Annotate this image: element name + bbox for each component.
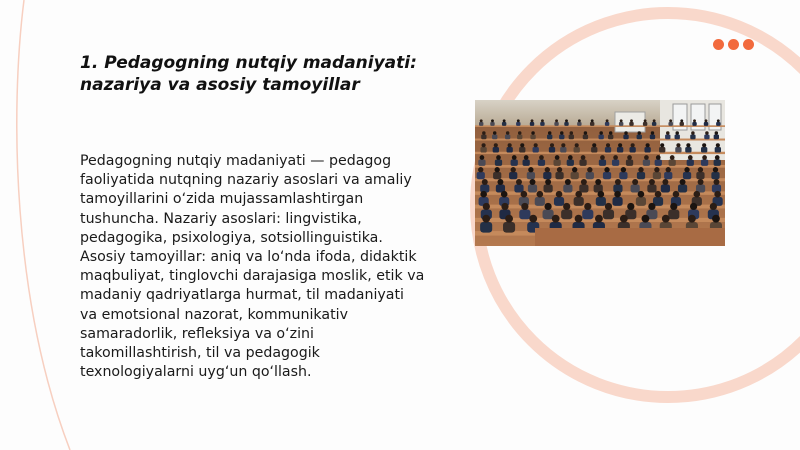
lecture-hall-photo [475, 100, 725, 246]
left-edge-arc [17, 0, 70, 450]
accent-dot [728, 39, 739, 50]
accent-dot [713, 39, 724, 50]
slide-title: 1. Pedagogning nutqiy madaniyati: nazariya va asosiy tamoyillar [80, 53, 417, 95]
menu-dots [713, 39, 754, 50]
accent-dot [743, 39, 754, 50]
slide-body-text: Pedagogning nutqiy madaniyati — pedagog faoliyatida nutqning nazariy asoslari va amaliy tamoyillarini o‘zida mujassamlashtirgan tushuncha. Nazariy asoslari: lingvistika, pedagogika, psixologiya, sotsiollinguistika. Asosiy tamoyillar: aniq va lo‘nda ifoda, didaktik maqbuliyat, tinglovchi darajasiga moslik, etik va madaniy qadriyatlarga hurmat, til madaniyati va emotsional nazorat, kommunikativ samaradorlik, refleksiya va o‘zini takomillashtirish, til va pedagogik texnologiyalarni uyg‘un qo‘llash. [80, 153, 425, 381]
